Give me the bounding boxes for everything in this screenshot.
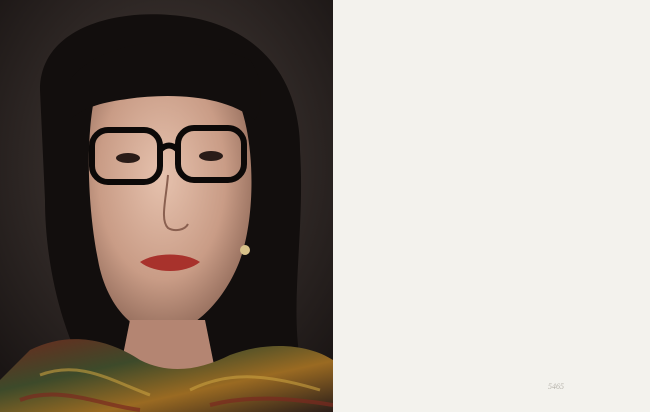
handwritten-signature: 5465	[548, 382, 564, 391]
